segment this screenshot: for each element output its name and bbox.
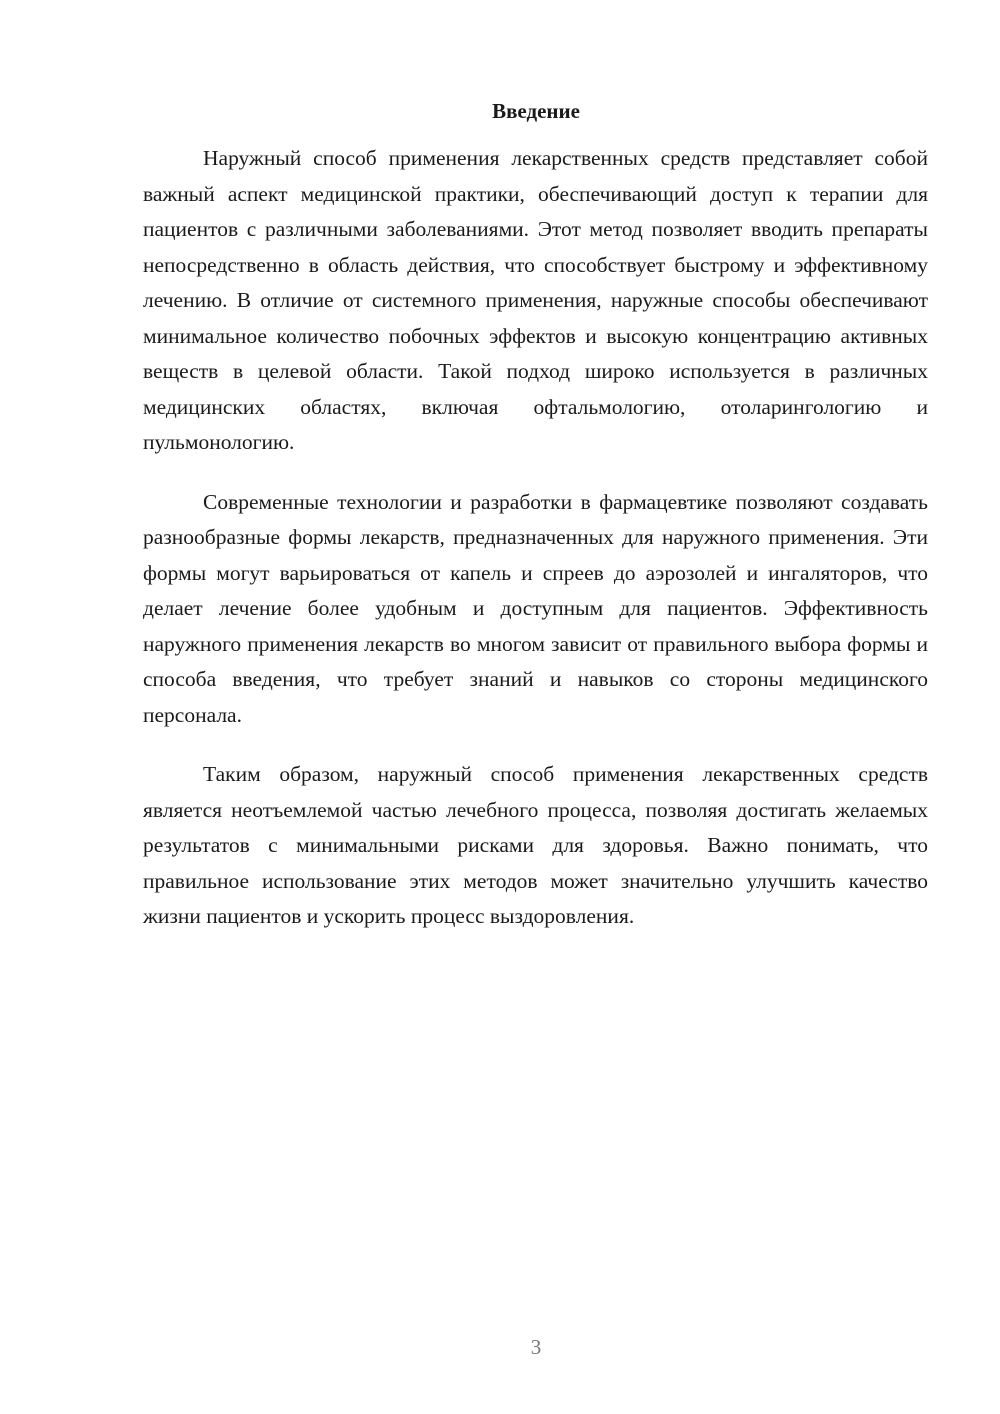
page-number: 3	[530, 1335, 542, 1359]
paragraph-1: Наружный способ применения лекарственных средств представляет собой важный аспект медицинской практики, обеспечивающий доступ к терапии для пациентов с различными заболеваниями. Этот метод позволяет вводить препараты непосредственно в область действия, что способствует быстрому и эффективному лечению. В отличие от системного применения, наружные способы обеспечивают минимальное количество побочных эффектов и высокую концентрацию активных веществ в целевой области. Такой подход широко используется в различных медицинских областях, включая офтальмологию, отоларингологию и пульмонологию.	[143, 146, 928, 454]
paragraph-2: Современные технологии и разработки в фармацевтике позволяют создавать разнообразные формы лекарств, предназначенных для наружного применения. Эти формы могут варьироваться от капель и спреев до аэрозолей и ингаляторов, что делает лечение более удобным и доступным для пациентов. Эффективность наружного применения лекарств во многом зависит от правильного выбора формы и способа введения, что требует знаний и навыков со стороны медицинского персонала.	[143, 489, 928, 727]
body-text	[143, 141, 928, 959]
section-heading: Введение	[492, 99, 580, 123]
paragraph-3: Таким образом, наружный способ применения лекарственных средств является неотъемлемой частью лечебного процесса, позволяя достигать желаемых результатов с минимальными рисками для здоровья. Важно понимать, что правильное использование этих методов может значительно улучшить качество жизни пациентов и ускорить процесс выздоровления.	[143, 762, 928, 928]
